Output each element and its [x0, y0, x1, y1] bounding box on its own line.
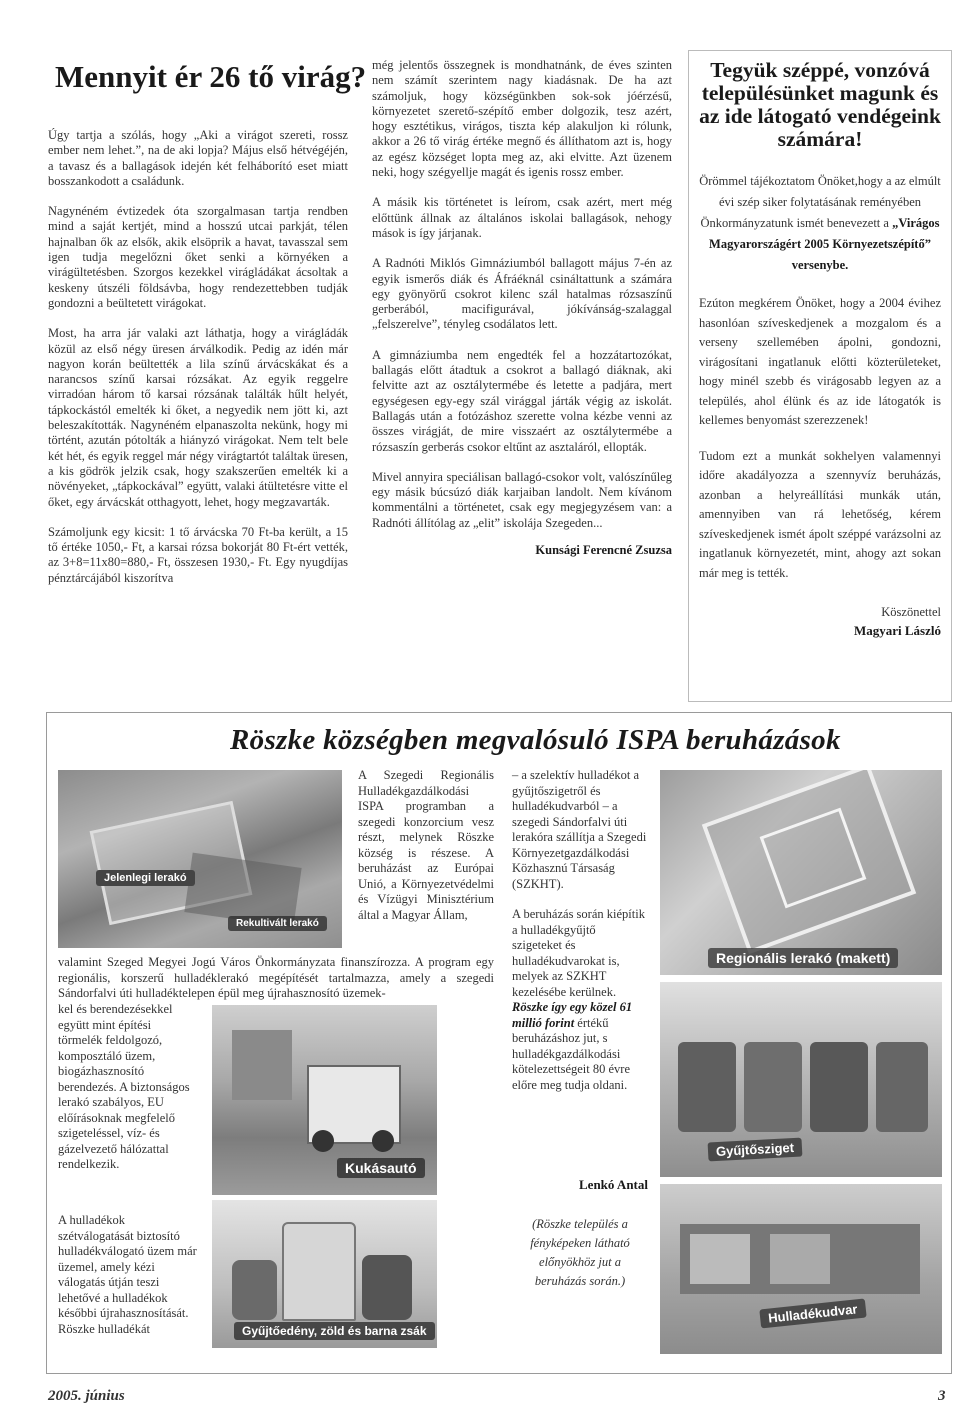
paragraph: A másik kis történetet is leírom, csak azért, mert még előttünk állnak az általános iskolai ballagások, nehogy mások is így járjanak.	[372, 195, 672, 240]
photo-regional-landfill-model	[660, 770, 942, 975]
ispa-title: Röszke községben megvalósuló ISPA beruházások	[230, 724, 841, 756]
announcement-signature: Magyari László	[853, 623, 941, 638]
paragraph: – a szelektív hulladékot a gyűjtőszigetről és hulladékudvarból – a szegedi Sándorfalvi úti lerakóra szállítja a Szegedi Környezetgazdálkodási Közhasznú Társaság (SZKHT).	[512, 768, 647, 891]
paragraph: Örömmel tájékoztatom Önöket,hogy a az elmúlt évi szép siker folytatásának reményében Önkormányzatunk ismét benevezett a	[699, 174, 941, 230]
paragraph: A gimnáziumba nem engedték fel a hozzátartozókat, ballagás előtt átadtuk a csokrot a ballagó diáknak, aki felvitte azt az osztálytermébe és letette a padjára, mert egységesen egy-egy szál virággal járták végig az iskolát. Ballagás után a fotózáshoz szerette volna kézbe venni az összes virágját, de mire visszaért az osztálytermébe a rózsaszín gerberás csokor eltűnt az asztaláról, ellopták.	[372, 347, 672, 454]
paragraph: A beruházás során kiépítik a hulladékgyűjtő szigeteket és hulladékudvarokat is, melyek az SZKHT kezelésébe kerülnek. Röszke így egy közel 61 millió forint értékű beruházáshoz jut, s hulladékgazdálkodási kötelezettségeit 80 évre előre meg tudja oldani.	[512, 907, 645, 1092]
paragraph: Most, ha arra jár valaki azt láthatja, hogy a virágládák közül az első négy üresen árválkodik. Pedig az idén már nagyon korán beültették a lila színű árvácskákat és a narancsos színű karsai rózsákat. Az egyik reggelre virradóan három tő karsai rózsának találták hűlt helyét, tápkockástól emelték ki őket, a negyedik nem jött ki, azt beleszakították. Nagynéném elpanaszolta nekünk, hogy mi történt, azután pótolták a hiányzó virágokat. Nem telt bele két hét, és egyik reggel már négy virágtartót találtak üresen, a kis gödrök jelzik csak, hogy szakszerűen emelték ki a növényeket, „tápkockával” együtt, valaki átültetésre vitte el őket, egy árvácskát otthagyott, lehet, hogy megzavarták.	[48, 326, 348, 509]
article-column-1	[48, 128, 348, 586]
photo-garbage-truck	[212, 1005, 437, 1195]
page-number: 3	[938, 1388, 946, 1404]
photo-collection-island	[660, 982, 942, 1177]
ispa-text-left-bottom: A hulladékok szétválogatását biztosító hulladékválogató üzem már üzemel, amely kézi válogatás útján teszi lehetővé a hulladékok későbbi újrahasznosítását. Röszke hulladékát	[58, 1213, 197, 1336]
ispa-signature: Lenkó Antal	[579, 1177, 648, 1192]
paragraph: Nagynéném évtizedek óta szorgalmasan tartja rendben mind a saját kertjét, mind a hosszú utcai parkját, télen hajnalban ők az elsők, akik elsöprik a havat, tavasszal sem igen tudja megelőzni őket senki a környéken a virágültetésben. Szorgos kezekkel virágládákat ácsoltak a keskeny útszéli földsávba, hogy rendezettebben tudják gondozni a beültetett virágokat.	[48, 204, 348, 310]
paragraph: A Radnóti Miklós Gimnáziumból ballagott május 7-én az egyik ismerős diák és Áfráéknál csináltattunk a számára egy gyönyörű csokrot kilenc szál hatalmas rózsaszínű gerberából, macifigurával, jókívánság-szalaggal „felszerelve”, tényleg csodálatos lett.	[372, 256, 672, 332]
caption-gyujtosziget: Gyűjtősziget	[708, 1138, 803, 1162]
photo-landfill	[58, 770, 342, 948]
emphasis: Röszke így egy közel	[512, 1000, 617, 1014]
amount-highlight: 61 millió forint	[512, 1000, 633, 1030]
paragraph: Tudom ezt a munkát sokhelyen valamennyi időre akadályozza a szennyvíz beruházás, azonban a helyreállítási munkák után, amennyiben van rá lehetőség, kérem szíveskedjenek ismét ápolt széppé varázsolni az ingatlanuk környezetét, mint, ahogy azt sokan már meg is tették.	[699, 448, 941, 580]
announcement-title: Tegyük széppé, vonzóvá településünket magunk és az ide látogató vendégeink számára!	[699, 58, 941, 151]
caption-rekultivalt: Rekultivált lerakó	[228, 916, 327, 931]
announcement-box	[688, 50, 952, 702]
paragraph: Mivel annyira speciálisan ballagó-csokor volt, valószínűleg egy másik búcsúzó diák karjaiban landolt. Nem kívánom kommentálni a történetet, csak egy megjegyzésem van: a Radnóti állítólag az „elit” iskolája Szegeden...	[372, 469, 672, 530]
paragraph: még jelentős összegnek is mondhatnánk, de éves szinten nem számít szerintem nagy kiadásnak. De ha azt számoljuk, hogy községünkben sok-sok jóérzésű, környezetet szerető-szépítő ember dolgozik, tesz azért, hogy esztétikus, virágos, tiszta kép alakuljon ki rólunk, akkor a 26 tő virág értéke megnő és állíthatom azt is, hogy az egész községet lopta meg az, aki elvitte. Azt üzenem neki, hogy szégyellje magát és igenis rossz ember.	[372, 58, 672, 180]
ispa-text-col-b	[512, 768, 648, 1093]
closing-thanks: Köszönettel	[881, 605, 941, 619]
ispa-text-wide: valamint Szeged Megyei Jogú Város Önkormányzata finanszírozza. A program egy regionális, korszerű hulladéklerakó megépítését tartalmazza, amely a szegedi Sándorfalvi úti hulladéktelepen épül meg újrahasznosító üzemek-	[58, 955, 494, 1000]
author-signature: Kunsági Ferencné Zsuzsa	[535, 543, 672, 558]
article-column-2	[372, 58, 672, 558]
paragraph: Ezúton megkérem Önöket, hogy a 2004 évihez hasonlóan szíveskedjenek a mozgalom és a verseny szellemében ápolni, gondozni, virágosítani ingatlanuk előtti közterületeket, hogy minél szebb és virágosabb legyen az a település, ahol élünk és az ide látogatók is kellemes benyomást szerezzenek!	[699, 296, 941, 427]
caption-kukasauto: Kukásautó	[337, 1158, 425, 1178]
caption-regionalis: Regionális lerakó (makett)	[708, 948, 898, 968]
ispa-text-mid: A Szegedi Regionális Hulladékgazdálkodási ISPA programban a szegedi konzorcium vesz részt, melynek Röszke község is részese. A beruházást az Európai Unió, a Környezetvédelmi és Vízügyi Minisztérium által a Magyar Állam,	[358, 768, 494, 922]
caption-jelenlegi: Jelenlegi lerakó	[96, 870, 195, 886]
photo-note: (Röszke település a fényképeken látható előnyökhöz jut a beruházás során.)	[530, 1217, 630, 1288]
issue-date: 2005. június	[48, 1388, 125, 1404]
ispa-text-left: kel és berendezésekkel együtt mint építési törmelék feldolgozó, komposztáló üzem, biogázhasznosító berendezés. A biztonságos lerakó szabályos, EU előírásoknak megfelelő szigeteléssel, víz- és gázelvezető hálózattal rendelkezik.	[58, 1002, 190, 1171]
caption-hulladekudvar: Hulladékudvar	[759, 1299, 866, 1329]
paragraph: Számoljunk egy kicsit: 1 tő árvácska 70 Ft-ba került, a 15 tő értéke 1050,- Ft, a karsai rózsa bokorját 80 Ft-ért vették, az 3+8=11x80=880,- Ft, összesen 1930,- Ft. Egy nyugdíjas pénztárcájából kiszorítva	[48, 524, 348, 585]
paragraph: Úgy tartja a szólás, hogy „Aki a virágot szereti, rossz ember nem lehet.”, na de aki lopja? Május első hétvégéjén, a tavasz és a ballagások idején két felháborító eset miatt bosszankodott a családunk.	[48, 128, 348, 188]
photo-collection-bin	[212, 1200, 437, 1348]
article-title: Mennyit ér 26 tő virág?	[55, 59, 367, 94]
contest-name: „Virágos Magyarországért 2005 Környezetszépítő” versenybe.	[709, 216, 940, 272]
photo-waste-yard	[660, 1184, 942, 1354]
announcement-intro	[697, 171, 943, 276]
caption-gyujtoedeny: Gyűjtőedény, zöld és barna zsák	[234, 1322, 435, 1340]
